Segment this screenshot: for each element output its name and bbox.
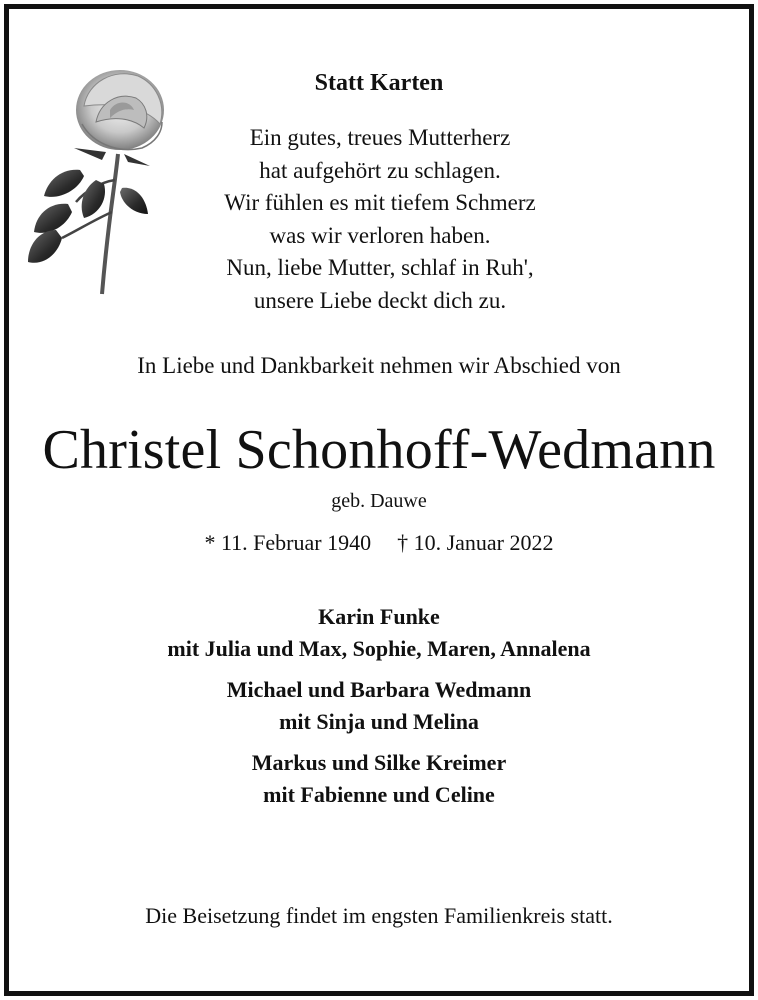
mourner-name: Karin Funke xyxy=(318,604,440,629)
mourner-relatives: mit Sinja und Melina xyxy=(279,708,479,734)
poem-line: Wir fühlen es mit tiefem Schmerz xyxy=(224,190,536,216)
poem-line: unsere Liebe deckt dich zu. xyxy=(253,287,507,313)
poem-line: Ein gutes, treues Mutterherz xyxy=(249,125,511,150)
mourner-name: Markus und Silke Kreimer xyxy=(251,750,507,775)
life-dates xyxy=(0,530,758,556)
farewell-intro: In Liebe und Dankbarkeit nehmen wir Abschied von xyxy=(137,353,621,378)
header-title: Statt Karten xyxy=(314,70,444,96)
memorial-poem xyxy=(160,122,600,318)
death-date: † 10. Januar 2022 xyxy=(397,530,554,555)
mourner-group xyxy=(0,747,758,810)
mourner-group xyxy=(0,601,758,664)
poem-line: hat aufgehört zu schlagen. xyxy=(259,157,501,183)
mourner-relatives: mit Julia und Max, Sophie, Maren, Annalena xyxy=(167,635,591,661)
mourner-name: Michael und Barbara Wedmann xyxy=(226,677,532,702)
deceased-name: Christel Schonhoff-Wedmann xyxy=(42,419,716,481)
rose-illustration xyxy=(22,62,182,302)
burial-note: Die Beisetzung findet im engsten Familienkreis statt. xyxy=(145,903,613,928)
mourner-relatives: mit Fabienne und Celine xyxy=(263,781,495,807)
mourner-group xyxy=(0,674,758,737)
birth-name: geb. Dauwe xyxy=(331,490,427,512)
birth-date: * 11. Februar 1940 xyxy=(204,530,372,555)
mourners-list xyxy=(0,601,758,810)
poem-line: Nun, liebe Mutter, schlaf in Ruh', xyxy=(226,255,534,281)
poem-line: was wir verloren haben. xyxy=(269,222,491,248)
